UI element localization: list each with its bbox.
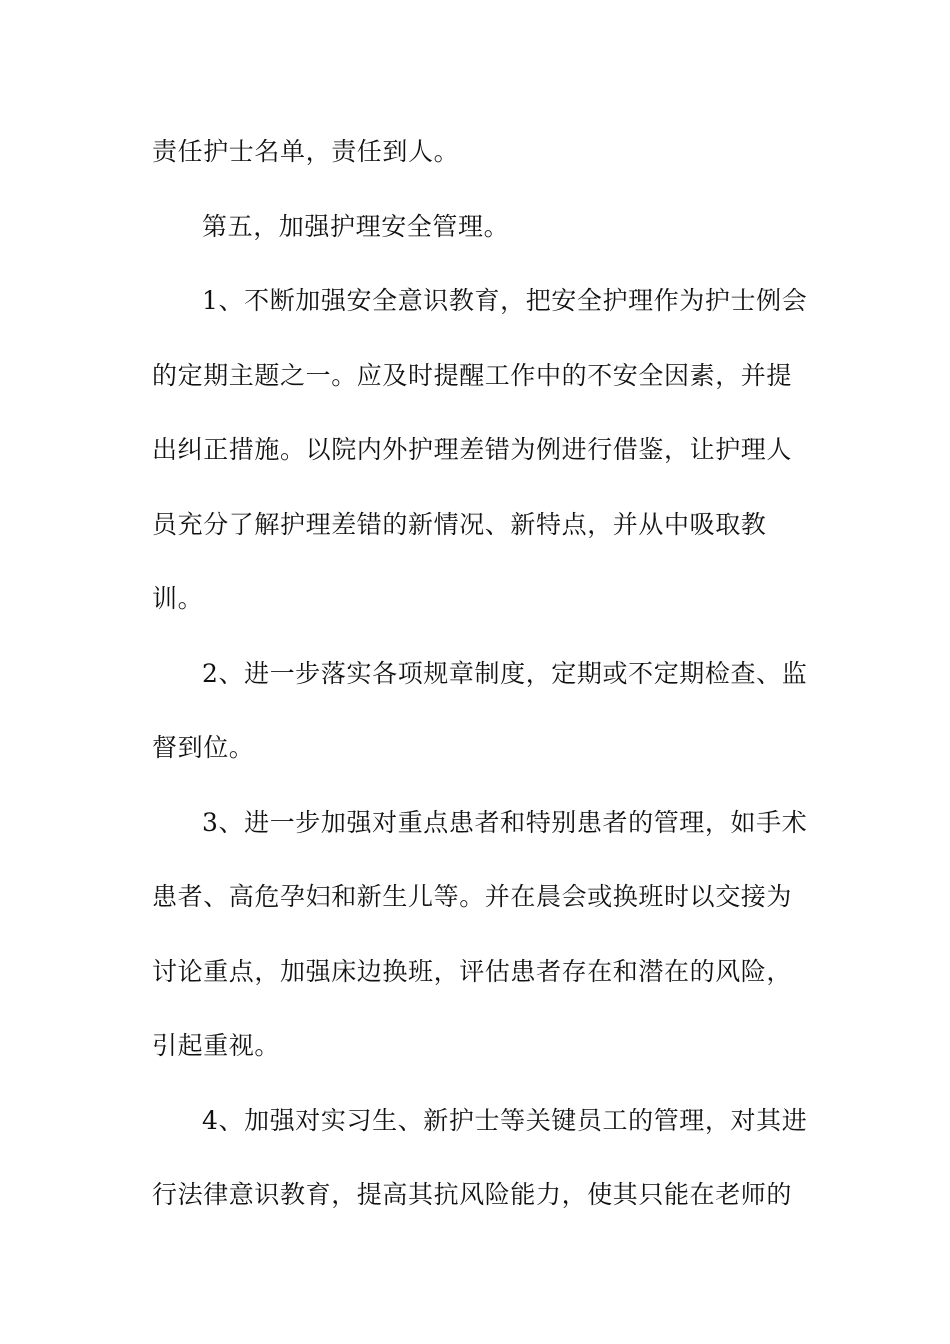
text-line: 出纠正措施。以院内外护理差错为例进行借鉴，让护理人	[152, 435, 793, 464]
section-heading: 第五，加强护理安全管理。	[202, 212, 510, 241]
text-line: 2、进一步落实各项规章制度，定期或不定期检查、监	[202, 659, 808, 688]
text-line: 讨论重点，加强床边换班，评估患者存在和潜在的风险，	[152, 957, 793, 986]
text-line: 训。	[152, 584, 204, 613]
text-line: 4、加强对实习生、新护士等关键员工的管理，对其进	[202, 1106, 808, 1135]
text-line: 行法律意识教育，提高其抗风险能力，使其只能在老师的	[152, 1180, 793, 1209]
text-line: 督到位。	[152, 733, 255, 762]
text-line: 患者、高危孕妇和新生儿等。并在晨会或换班时以交接为	[152, 882, 793, 911]
text-line: 员充分了解护理差错的新情况、新特点，并从中吸取教	[152, 510, 767, 539]
text-line: 引起重视。	[152, 1031, 281, 1060]
text-line: 的定期主题之一。应及时提醒工作中的不安全因素，并提	[152, 361, 793, 390]
text-line: 责任护士名单，责任到人。	[152, 137, 460, 166]
text-line: 1、不断加强安全意识教育，把安全护理作为护士例会	[202, 286, 808, 315]
text-line: 3、进一步加强对重点患者和特别患者的管理，如手术	[202, 808, 808, 837]
